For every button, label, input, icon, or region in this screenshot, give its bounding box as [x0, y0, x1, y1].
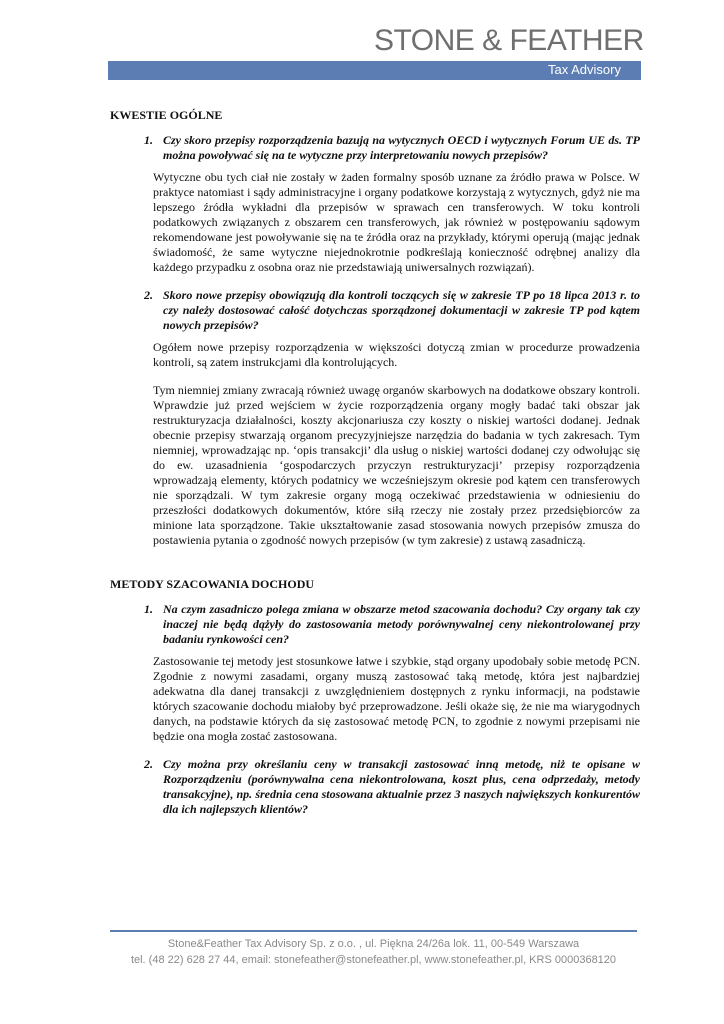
question-text: Czy można przy określaniu ceny w transakcji zastosować inną metodę, niż te opisane w Rozporządzeniu (porównywalna cena niekontrolowana, koszt plus, cena odprzedaży, metody transakcyjne), np. średnia cena stosowana aktualnie przez 3 naszych największych konkurentów dla ich najlepszych klientów?: [163, 757, 640, 816]
header-bar: [108, 61, 641, 80]
brand-subtitle: Tax Advisory: [548, 62, 621, 77]
question-text: Czy skoro przepisy rozporządzenia bazują na wytycznych OECD i wytycznych Forum UE ds. TP można powoływać się na te wytyczne przy interpretowaniu nowych przepisów?: [163, 133, 640, 162]
question-item: [110, 757, 640, 817]
question-text: Skoro nowe przepisy obowiązują dla kontroli toczących się w zakresie TP po 18 lipca 2013 r. to czy należy dostosować całość dotychczas sporządzonej dokumentacji w zakresie TP pod kątem nowych przepisów?: [163, 288, 640, 332]
answer-paragraph: Zastosowanie tej metody jest stosunkowe łatwe i szybkie, stąd organy upodobały sobie metodę PCN. Zgodnie z nowymi zasadami, organy muszą zastosować taką metodę, która jest najbardziej adekwatna dla danej transakcji z uwzględnieniem dostępnych z rynku informacji, na podstawie których szacowanie dochodu miałoby być przeprowadzone. Jeśli okaże się, że nie ma wiarygodnych danych, na podstawie których da się zastosować metodę PCN, to zgodnie z nowymi przepisami nie będzie ona mogła zostać zastosowana.: [153, 654, 640, 743]
document-body: [110, 108, 640, 824]
footer: [110, 936, 637, 968]
footer-contact: tel. (48 22) 628 27 44, email: stonefeather@stonefeather.pl, www.stonefeather.pl, KRS 0000368120: [130, 954, 617, 966]
question-number: 1.: [144, 602, 153, 616]
answer-paragraph: Tym niemniej zmiany zwracają również uwagę organów skarbowych na dodatkowe obszary kontroli. Wprawdzie już przed wejściem w życie rozporządzenia organy mogły badać taki obszar jak restrukturyzacja działalności, koszty akcjonariusza czy koszty o niskiej wartości dodanej. Jednak obecnie przepisy stwarzają organom precyzyjniejsze narzędzia do badania w tych zakresach. Tym niemniej, wprowadzając np. ‘opis transakcji’ dla usług o niskiej wartości dodanej czy odwołując się do ew. uzasadnienia ‘gospodarczych przyczyn restrukturyzacji’ przepisy rozporządzenia wprowadzają elementy, których podatnicy we wcześniejszym okresie pod kątem cen transferowych nie sporządzali. W tym zakresie organy mogą oczekiwać przedstawienia w odniesieniu do przeszłości dodatkowych dokumentów, które siłą rzeczy nie zostały przez przedsiębiorców za minione lata sporządzone. Takie ukształtowanie zasad stosowania nowych przepisów zmusza do postawienia pytania o zgodność nowych przepisów (w tym zakresie) z ustawą zasadniczą.: [153, 383, 640, 547]
footer-address: Stone&Feather Tax Advisory Sp. z o.o. , ul. Piękna 24/26a lok. 11, 00-549 Warszawa: [167, 938, 580, 950]
question-number: 2.: [144, 288, 153, 302]
question-text: Na czym zasadniczo polega zmiana w obszarze metod szacowania dochodu? Czy organy tak czy inaczej nie będą dążyły do zastosowania metody porównywalnej ceny niekontrolowanej przy badaniu rynkowości cen?: [163, 602, 640, 646]
section-title-general: KWESTIE OGÓLNE: [110, 108, 223, 122]
footer-divider: [110, 930, 637, 932]
question-item: [110, 133, 640, 163]
section-title-methods: METODY SZACOWANIA DOCHODU: [110, 577, 315, 591]
brand-name: STONE & FEATHER: [374, 24, 644, 57]
question-number: 2.: [144, 757, 153, 771]
question-number: 1.: [144, 133, 153, 147]
question-item: [110, 288, 640, 333]
answer-paragraph: Wytyczne obu tych ciał nie zostały w żaden formalny sposób uznane za źródło prawa w Polsce. W praktyce natomiast i sądy administracyjne i organy podatkowe korzystają z wytycznych, gdyż nie ma lepszego źródła wykładni dla przepisów w sprawach cen transferowych. W toku kontroli podatkowych związanych z obszarem cen transferowych, jak również w postępowaniu sądowym rekomendowane jest powoływanie się na te źródła oraz na przykłady, którymi operują (mając jednak świadomość, że same wytyczne niejednokrotnie podkreślają konieczność odrębnej analizy dla każdego przypadku z osobna oraz nie przedstawiają uniwersalnych rozwiązań).: [153, 170, 640, 274]
question-item: [110, 602, 640, 647]
answer-paragraph: Ogółem nowe przepisy rozporządzenia w większości dotyczą zmian w procedurze prowadzenia kontroli, są zatem instrukcjami dla kontrolujących.: [153, 340, 640, 369]
